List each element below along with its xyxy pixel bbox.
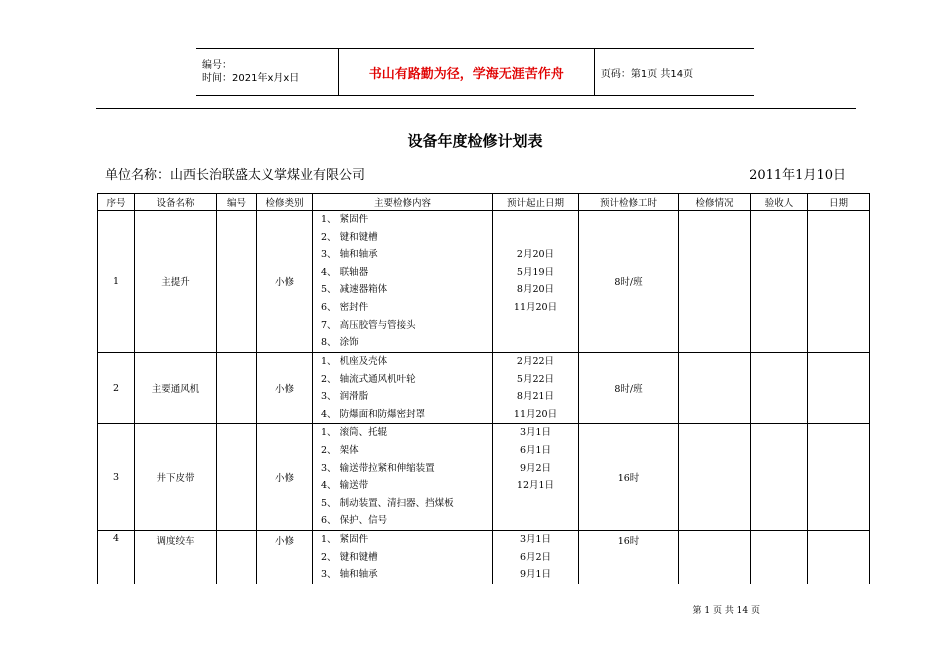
col-header: 检修类别	[257, 194, 313, 211]
maintenance-status	[679, 352, 751, 423]
content-line: 1、 滚筒、托辊	[321, 427, 388, 439]
number-label: 编号：	[202, 60, 232, 71]
date-line: 8月21日	[516, 391, 555, 403]
maintenance-category: 小修	[257, 352, 313, 423]
unit-name: 单位名称：山西长治联盛太义掌煤业有限公司	[105, 168, 366, 183]
content-line: 3、 轴和轴承	[321, 569, 378, 581]
motto: 书山有路勤为径，学海无涯苦作舟	[338, 49, 594, 96]
maintenance-status	[679, 211, 751, 353]
inspection-date	[808, 531, 870, 584]
date-line: 12月1日	[516, 480, 555, 492]
date-line	[493, 211, 578, 229]
date-line: 11月20日	[513, 302, 558, 314]
content-line: 1、 机座及壳体	[321, 355, 388, 367]
maintenance-category: 小修	[257, 424, 313, 531]
date-line	[493, 512, 578, 530]
inspection-date	[808, 211, 870, 353]
date-line: 3月1日	[519, 534, 552, 546]
table-row	[98, 211, 870, 353]
header-table	[196, 48, 754, 96]
time-label: 时间：2021年x月x日	[202, 73, 300, 84]
col-header: 序号	[98, 194, 135, 211]
date-line: 9月2日	[519, 462, 552, 474]
content-line: 4、 联轴器	[321, 266, 369, 278]
equipment-name: 调度绞车	[135, 531, 217, 584]
header-rule	[96, 108, 856, 109]
equipment-name: 主提升	[135, 211, 217, 353]
date-line	[493, 495, 578, 513]
planned-dates	[493, 531, 579, 584]
date-line: 5月19日	[516, 266, 555, 278]
date-line: 5月22日	[516, 373, 555, 385]
row-no: 1	[98, 211, 135, 353]
table-row	[98, 531, 870, 584]
equipment-code	[217, 531, 257, 584]
inspector	[751, 352, 808, 423]
content-line: 2、 架体	[321, 445, 359, 457]
col-header: 预计检修工时	[579, 194, 679, 211]
col-header: 检修情况	[679, 194, 751, 211]
page-footer: 第 1 页 共 14 页	[692, 606, 760, 616]
content-line: 1、 紧固件	[321, 214, 369, 226]
date-line	[493, 334, 578, 352]
col-header: 日期	[808, 194, 870, 211]
date-line	[493, 317, 578, 335]
maintenance-category: 小修	[257, 531, 313, 584]
table-header-row	[98, 194, 870, 211]
date-line: 6月1日	[519, 445, 552, 457]
equipment-code	[217, 352, 257, 423]
content-line: 3、 输送带拉紧和伸缩装置	[321, 462, 435, 474]
maintenance-contents	[313, 424, 493, 531]
row-no: 4	[98, 531, 135, 584]
content-line: 2、 键和键槽	[321, 231, 378, 243]
maintenance-contents	[313, 531, 493, 584]
date-line: 6月2日	[519, 551, 552, 563]
row-no: 2	[98, 352, 135, 423]
date-line: 8月20日	[516, 284, 555, 296]
date-line	[493, 229, 578, 247]
equipment-code	[217, 424, 257, 531]
document-date: 2011年1月10日	[749, 168, 846, 183]
date-line: 11月20日	[513, 408, 558, 420]
date-line: 3月1日	[519, 427, 552, 439]
row-no: 3	[98, 424, 135, 531]
planned-dates	[493, 211, 579, 353]
content-line: 6、 保护、信号	[321, 515, 388, 527]
planned-dates	[493, 424, 579, 531]
planned-hours: 16时	[579, 531, 679, 584]
page-code: 页码：第1页 共14页	[594, 49, 754, 96]
date-line: 9月1日	[519, 569, 552, 581]
maintenance-contents	[313, 352, 493, 423]
inspector	[751, 531, 808, 584]
maintenance-plan-table	[97, 193, 870, 584]
table-row	[98, 352, 870, 423]
inspection-date	[808, 424, 870, 531]
planned-hours: 8时/班	[579, 211, 679, 353]
content-line: 1、 紧固件	[321, 534, 369, 546]
planned-dates	[493, 352, 579, 423]
col-header: 预计起止日期	[493, 194, 579, 211]
content-line: 4、 防爆面和防爆密封罩	[321, 408, 426, 420]
content-line: 5、 减速器箱体	[321, 284, 388, 296]
content-line: 5、 制动装置、清扫器、挡煤板	[321, 497, 454, 509]
content-line: 8、 涂饰	[321, 337, 359, 349]
content-line: 2、 轴流式通风机叶轮	[321, 373, 416, 385]
content-line: 3、 轴和轴承	[321, 249, 378, 261]
col-header: 主要检修内容	[313, 194, 493, 211]
table-row	[98, 424, 870, 531]
date-line: 2月22日	[516, 355, 555, 367]
inspector	[751, 211, 808, 353]
equipment-code	[217, 211, 257, 353]
maintenance-status	[679, 424, 751, 531]
maintenance-contents	[313, 211, 493, 353]
inspection-date	[808, 352, 870, 423]
content-line: 2、 键和键槽	[321, 551, 378, 563]
equipment-name: 井下皮带	[135, 424, 217, 531]
content-line: 7、 高压胶管与管接头	[321, 319, 416, 331]
planned-hours: 8时/班	[579, 352, 679, 423]
date-line: 2月20日	[516, 249, 555, 261]
content-line: 3、 润滑脂	[321, 391, 369, 403]
col-header: 验收人	[751, 194, 808, 211]
header-left-cell	[196, 49, 338, 96]
document-title: 设备年度检修计划表	[407, 132, 543, 150]
col-header: 设备名称	[135, 194, 217, 211]
maintenance-category: 小修	[257, 211, 313, 353]
content-line: 6、 密封件	[321, 302, 369, 314]
content-line: 4、 输送带	[321, 480, 369, 492]
maintenance-status	[679, 531, 751, 584]
equipment-name: 主要通风机	[135, 352, 217, 423]
planned-hours: 16时	[579, 424, 679, 531]
inspector	[751, 424, 808, 531]
col-header: 编号	[217, 194, 257, 211]
